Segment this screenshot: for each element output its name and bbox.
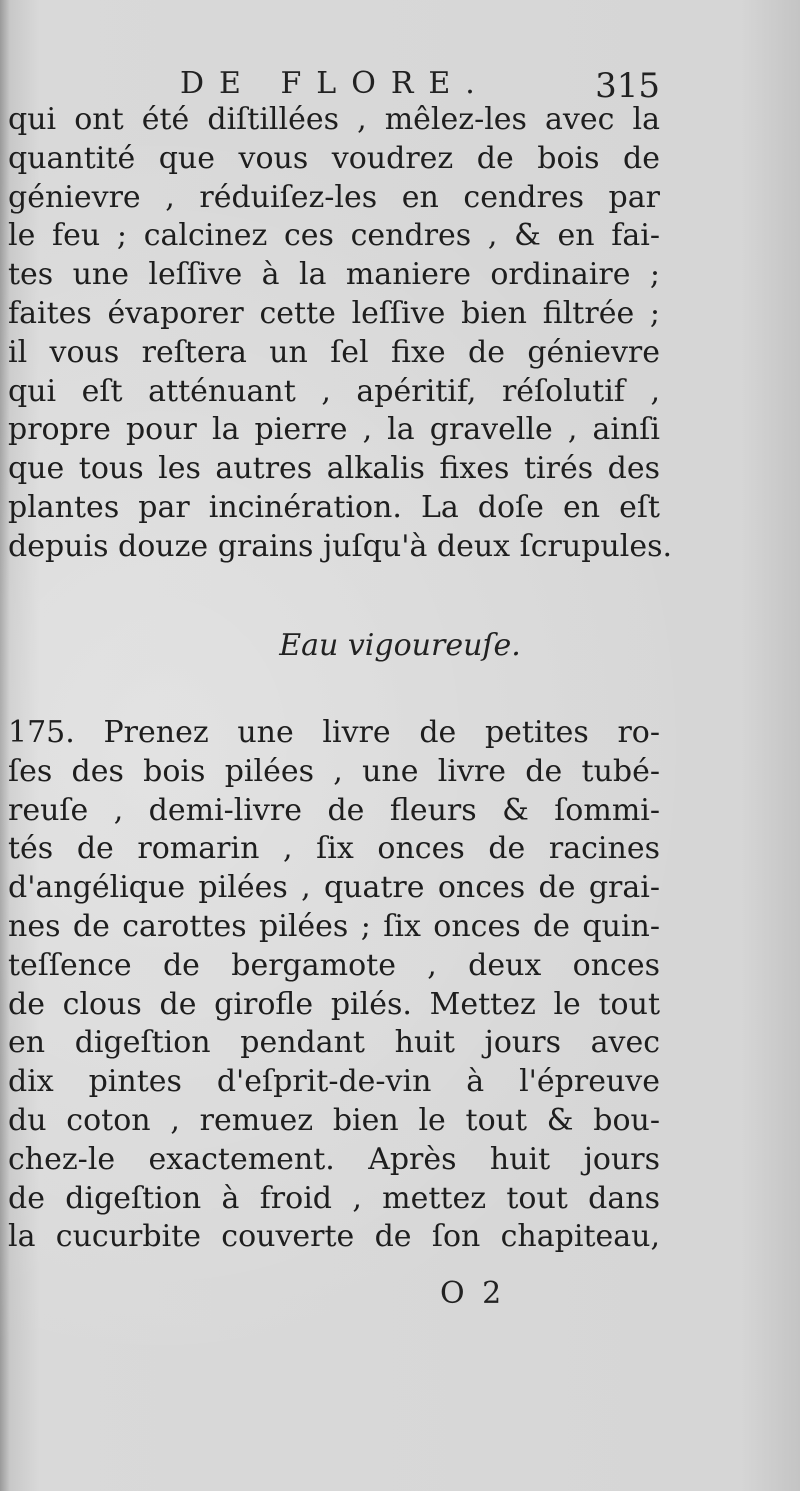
text-line: faites évaporer cette leſſive bien filtrée ; (8, 295, 660, 331)
page-number: 315 (595, 66, 660, 106)
text-line: tés de romarin , ſix onces de racines (8, 831, 660, 867)
text-line: qui eſt atténuant , apéritif, réſolutif , (8, 373, 660, 409)
signature-mark: O 2 (440, 1276, 506, 1311)
text-line: propre pour la pierre , la gravelle , ainſi (8, 412, 660, 448)
text-line: nes de carottes pilées ; ſix onces de quin- (8, 908, 660, 944)
text-line: 175. Prenez une livre de petites ro- (8, 715, 660, 750)
text-line: qui ont été diſtillées , mêlez-les avec la (8, 102, 660, 137)
paragraph-eau-vigoureuse (8, 714, 660, 1257)
text-line: depuis douze grains juſqu'à deux ſcrupules. (8, 528, 672, 564)
text-line: en digeſtion pendant huit jours avec (8, 1025, 660, 1061)
text-line: tes une leſſive à la maniere ordinaire ; (8, 257, 660, 293)
section-heading: Eau vigoureuſe. (279, 628, 521, 663)
text-line: reuſe , demi-livre de fleurs & ſommi- (8, 792, 660, 828)
text-line: de clous de girofle pilés. Mettez le tout (8, 986, 660, 1022)
text-line: le feu ; calcinez ces cendres , & en fai- (8, 218, 660, 254)
text-line: quantité que vous voudrez de bois de (8, 140, 660, 176)
text-line: il vous reſtera un ſel fixe de génievre (8, 334, 660, 370)
text-line: dix pintes d'eſprit-de-vin à l'épreuve (8, 1064, 660, 1100)
text-line: ſes des bois pilées , une livre de tubé- (8, 753, 660, 789)
text-line: la cucurbite couverte de ſon chapiteau, (8, 1219, 660, 1255)
text-line: que tous les autres alkalis fixes tirés des (8, 451, 660, 487)
text-line: chez-le exactement. Après huit jours (8, 1141, 660, 1177)
paragraph-distillation (8, 101, 672, 567)
text-line: génievre , réduiſez-les en cendres par (8, 179, 660, 215)
text-line: plantes par incinération. La doſe en eſt (8, 489, 660, 525)
text-line: de digeſtion à froid , mettez tout dans (8, 1180, 660, 1216)
text-line: du coton , remuez bien le tout & bou- (8, 1102, 660, 1138)
text-line: teſſence de bergamote , deux onces (8, 947, 660, 983)
running-title: DE FLORE. (180, 66, 490, 101)
text-line: d'angélique pilées , quatre onces de grai- (8, 870, 660, 906)
